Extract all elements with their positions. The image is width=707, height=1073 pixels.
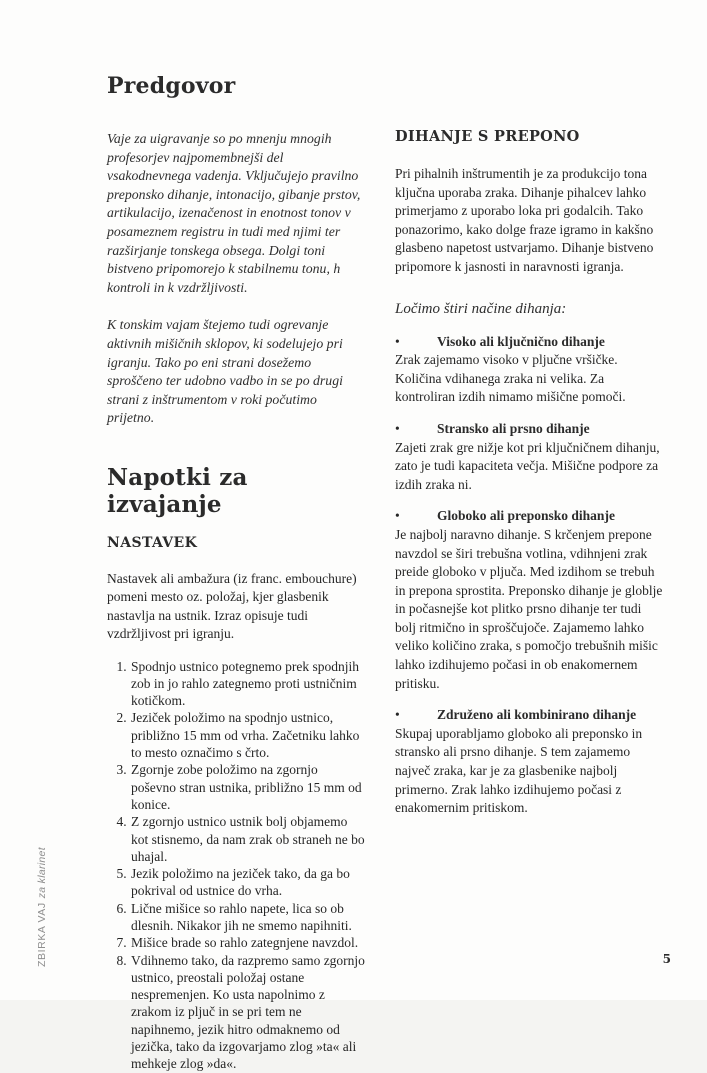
breathing-type — [395, 706, 663, 818]
breathing-type-body: Skupaj uporabljamo globoko ali preponsko in stransko ali prsno dihanje. S tem zajamemo največ zraka, kar je za glasbenike najbolj primerno. Zrak lahko izdihujemo počasi z enakomernim pritiskom. — [395, 725, 643, 816]
nastavek-step: 3. Zgornje zobe položimo na zgornjo poševno stran ustnika, približno 15 mm od konice. — [130, 761, 365, 813]
page-number: 5 — [662, 952, 671, 966]
nastavek-step: 6. Lične mišice so rahlo napete, lica so ob dlesnih. Nikakor jih ne smemo napihniti. — [130, 900, 365, 935]
bullet-icon: • — [395, 508, 400, 524]
breathing-lead: Ločimo štiri načine dihanja: — [395, 300, 567, 317]
breathing-intro: Pri pihalnih inštrumentih je za produkcijo tona ključna uporaba zraka. Dihanje pihalcev lahko primerjamo z uporabo loka pri godalcih. Tako ponazorimo, kako dolge fraze igramo in kakšno glasbeno napetost ustvarjamo. Dihanje bistveno pripomore k jasnosti in naravnosti igranja. — [395, 166, 654, 274]
right-column — [395, 128, 663, 831]
breathing-type — [395, 333, 663, 407]
breathing-type-title: Združeno ali kombinirano dihanje — [437, 707, 637, 723]
breathing-type-head — [395, 507, 663, 526]
preface-paragraph: Vaje za uigravanje so po mnenju mnogih profesorjev najpomembnejši del vsakodnevnega vadenja. Vključujejo pravilno preponsko dihanje, intonacijo, gibanje prstov, artikulacijo, izenačenost in enotnost tonov v posameznem registru in tudi med njimi ter razširjanje tonskega obsega. Dolgi toni bistveno pripomorejo k stabilnemu tonu, h kontroli in k vzdržljivosti. — [107, 131, 361, 295]
breathing-type-body: Je najbolj naravno dihanje. S krčenjem prepone navzdol se širi trebušna votlina, vdihnjeni zrak preide globoko v pljuča. Med izdihom se trebuh in prepona sprostita. Preponsko dihanje je globlje in počasnejše kot plitko prsno dihanje ter tudi bolj ritmično in sproščujoče. Zajamemo lahko veliko količino zraka, s pomočjo trebušnih mišic lahko izdihujemo počasi in ob enakomernem pritisku. — [395, 526, 663, 691]
nastavek-step: 5. Jezik položimo na jeziček tako, da ga bo pokrival od ustnice do vrha. — [130, 865, 365, 900]
nastavek-step: 4. Z zgornjo ustnico ustnik bolj objamemo kot stisnemo, da nam zrak ob straneh ne bo uhajal. — [130, 813, 365, 865]
preface-title: Predgovor — [107, 73, 236, 99]
nastavek-step: 7. Mišice brade so rahlo zategnjene navzdol. — [130, 934, 365, 951]
spine-edition-label: za klarinet — [36, 847, 48, 899]
breathing-type-body: Zajeti zrak gre nižje kot pri ključničnem dihanju, zato je tudi kapaciteta večja. Mišične podpore za izdih zraka ni. — [395, 439, 660, 492]
nastavek-step: 1. Spodnjo ustnico potegnemo prek spodnjih zob in jo rahlo zategnemo proti ustničnim kotičkom. — [130, 658, 365, 710]
breathing-heading: DIHANJE S PREPONO — [395, 128, 580, 145]
spine-label — [36, 847, 48, 967]
bullet-icon: • — [395, 333, 400, 349]
breathing-type-title: Stransko ali prsno dihanje — [437, 420, 590, 436]
nastavek-steps-list — [107, 658, 365, 1073]
nastavek-step: 8. Vdihnemo tako, da razpremo samo zgornjo ustnico, preostali položaj ostane nespremenjen. Ko usta napolnimo z zrakom iz pljuč in se pri tem ne napihnemo, jezik hitro odmaknemo od jezička, tako da izgovarjamo zlog »ta« ali mehkeje zlog »da«. — [130, 952, 365, 1073]
nastavek-intro: Nastavek ali ambažura (iz franc. embouchure) pomeni mesto oz. položaj, kjer glasbenik nastavlja na ustnik. Izraz opisuje tudi vzdržljivost pri igranju. — [107, 570, 357, 642]
breathing-type-title: Visoko ali ključnično dihanje — [437, 333, 605, 349]
preface-paragraph: K tonskim vajam štejemo tudi ogrevanje aktivnih mišičnih sklopov, ki sodelujejo pri igranju. Tako po eni strani dosežemo sproščeno ter udobno vadbo in se po drugi strani z inštrumentom v roki počutimo prijetno. — [107, 317, 343, 426]
breathing-type-title: Globoko ali preponsko dihanje — [437, 508, 615, 524]
bullet-icon: • — [395, 707, 400, 723]
breathing-type-head — [395, 706, 663, 725]
breathing-type-head — [395, 333, 663, 352]
bullet-icon: • — [395, 420, 400, 436]
nastavek-heading: NASTAVEK — [107, 534, 198, 551]
breathing-type-head — [395, 420, 663, 439]
nastavek-step: 2. Jeziček položimo na spodnjo ustnico, približno 15 mm od vrha. Začetniku lahko to mesto označimo s črto. — [130, 709, 365, 761]
breathing-type — [395, 420, 663, 494]
breathing-type-body: Zrak zajemamo visoko v pljučne vršičke. Količina vdihanega zraka ni velika. Za kontroliran izdih nimamo mišične pomoči. — [395, 352, 626, 405]
breathing-type — [395, 507, 663, 693]
spine-series-label: ZBIRKA VAJ — [36, 902, 48, 967]
left-column — [107, 73, 365, 1073]
instructions-title: Napotki za izvajanje — [107, 463, 248, 518]
